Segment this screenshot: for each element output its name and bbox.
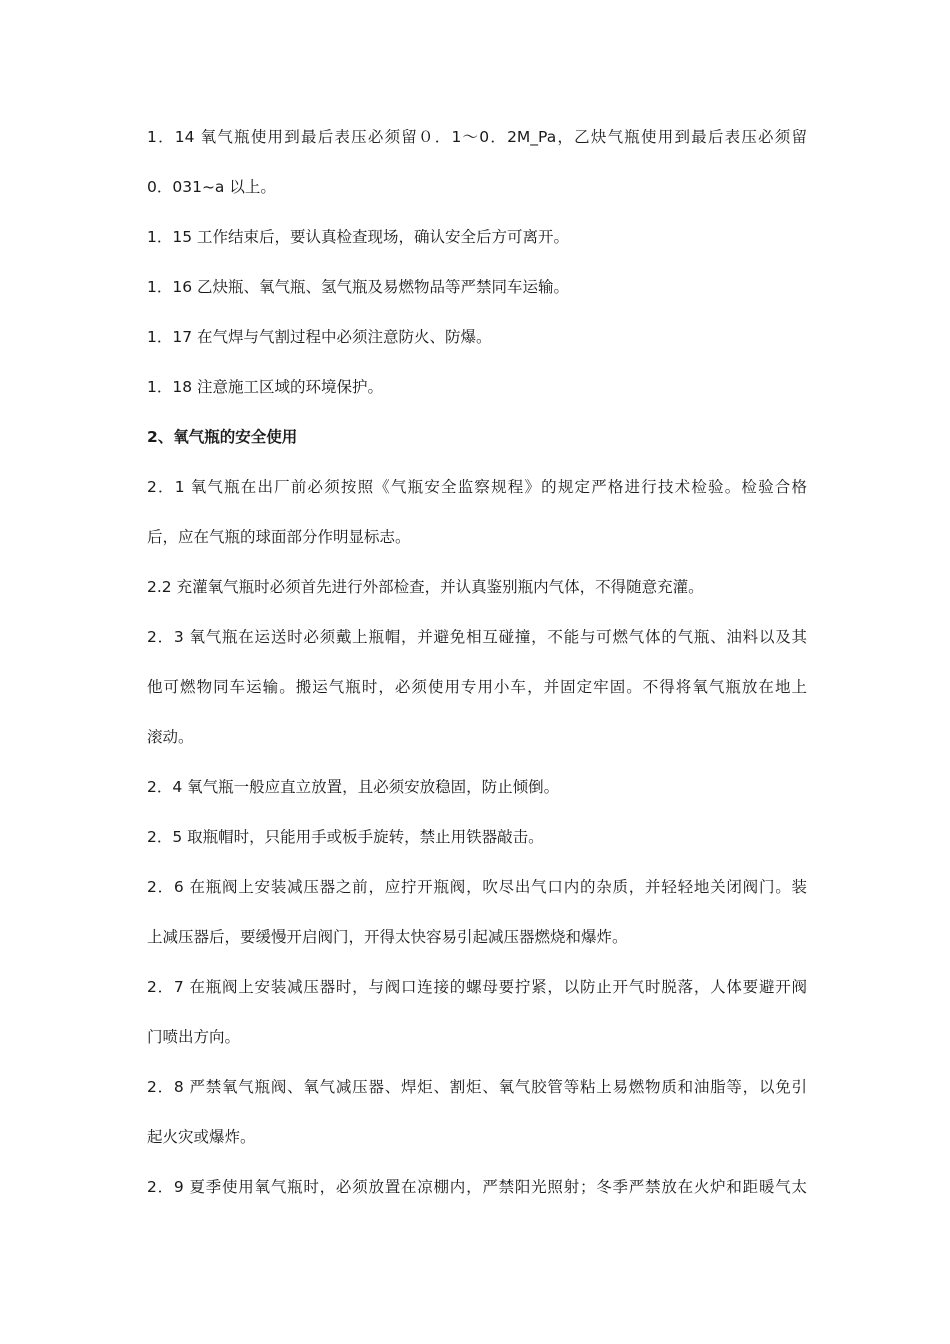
paragraph-line: 1．15 工作结束后，要认真检查现场，确认安全后方可离开。 <box>147 228 570 246</box>
paragraph-line: 门喷出方向。 <box>147 1028 241 1046</box>
document-body <box>147 120 807 1220</box>
paragraph-line: 1．16 乙炔瓶、氧气瓶、氢气瓶及易燃物品等严禁同车运输。 <box>147 278 570 296</box>
paragraph-line: 后，应在气瓶的球面部分作明显标志。 <box>147 528 411 546</box>
paragraph-line: 2．4 氧气瓶一般应直立放置，且必须安放稳固，防止倾倒。 <box>147 778 560 796</box>
paragraph-line: 2．9 夏季使用氧气瓶时，必须放置在凉棚内，严禁阳光照射；冬季严禁放在火炉和距暖气太 <box>147 1178 807 1196</box>
paragraph-line: 2．3 氧气瓶在运送时必须戴上瓶帽，并避免相互碰撞，不能与可燃气体的气瓶、油料以及其 <box>147 628 807 646</box>
paragraph-line: 2.2 充灌氧气瓶时必须首先进行外部检查，并认真鉴别瓶内气体，不得随意充灌。 <box>147 578 704 596</box>
paragraph-line: 他可燃物同车运输。搬运气瓶时，必须使用专用小车，并固定牢固。不得将氧气瓶放在地上 <box>147 678 807 696</box>
paragraph-line: 2．1 氧气瓶在出厂前必须按照《气瓶安全监察规程》的规定严格进行技术检验。检验合格 <box>147 478 807 496</box>
section-heading: 2、氧气瓶的安全使用 <box>147 428 298 446</box>
paragraph-line: 2．5 取瓶帽时，只能用手或板手旋转，禁止用铁器敲击。 <box>147 828 544 846</box>
paragraph-line: 1．14 氧气瓶使用到最后表压必须留０．1～0．2M_Pa，乙炔气瓶使用到最后表压必须留 <box>147 128 807 146</box>
paragraph-line: 0．031~a 以上。 <box>147 178 276 196</box>
paragraph-line: 滚动。 <box>147 728 194 746</box>
paragraph-line: 1．17 在气焊与气割过程中必须注意防火、防爆。 <box>147 328 492 346</box>
paragraph-line: 上减压器后，要缓慢开启阀门，开得太快容易引起减压器燃烧和爆炸。 <box>147 928 628 946</box>
paragraph-line: 起火灾或爆炸。 <box>147 1128 256 1146</box>
paragraph-line: 2．7 在瓶阀上安装减压器时，与阀口连接的螺母要拧紧，以防止开气时脱落，人体要避开阀 <box>147 978 807 996</box>
paragraph-line: 2．6 在瓶阀上安装减压器之前，应拧开瓶阀，吹尽出气口内的杂质，并轻轻地关闭阀门。装 <box>147 878 807 896</box>
paragraph-line: 1．18 注意施工区域的环境保护。 <box>147 378 384 396</box>
paragraph-line: 2．8 严禁氧气瓶阀、氧气减压器、焊炬、割炬、氧气胶管等粘上易燃物质和油脂等，以免引 <box>147 1078 807 1096</box>
